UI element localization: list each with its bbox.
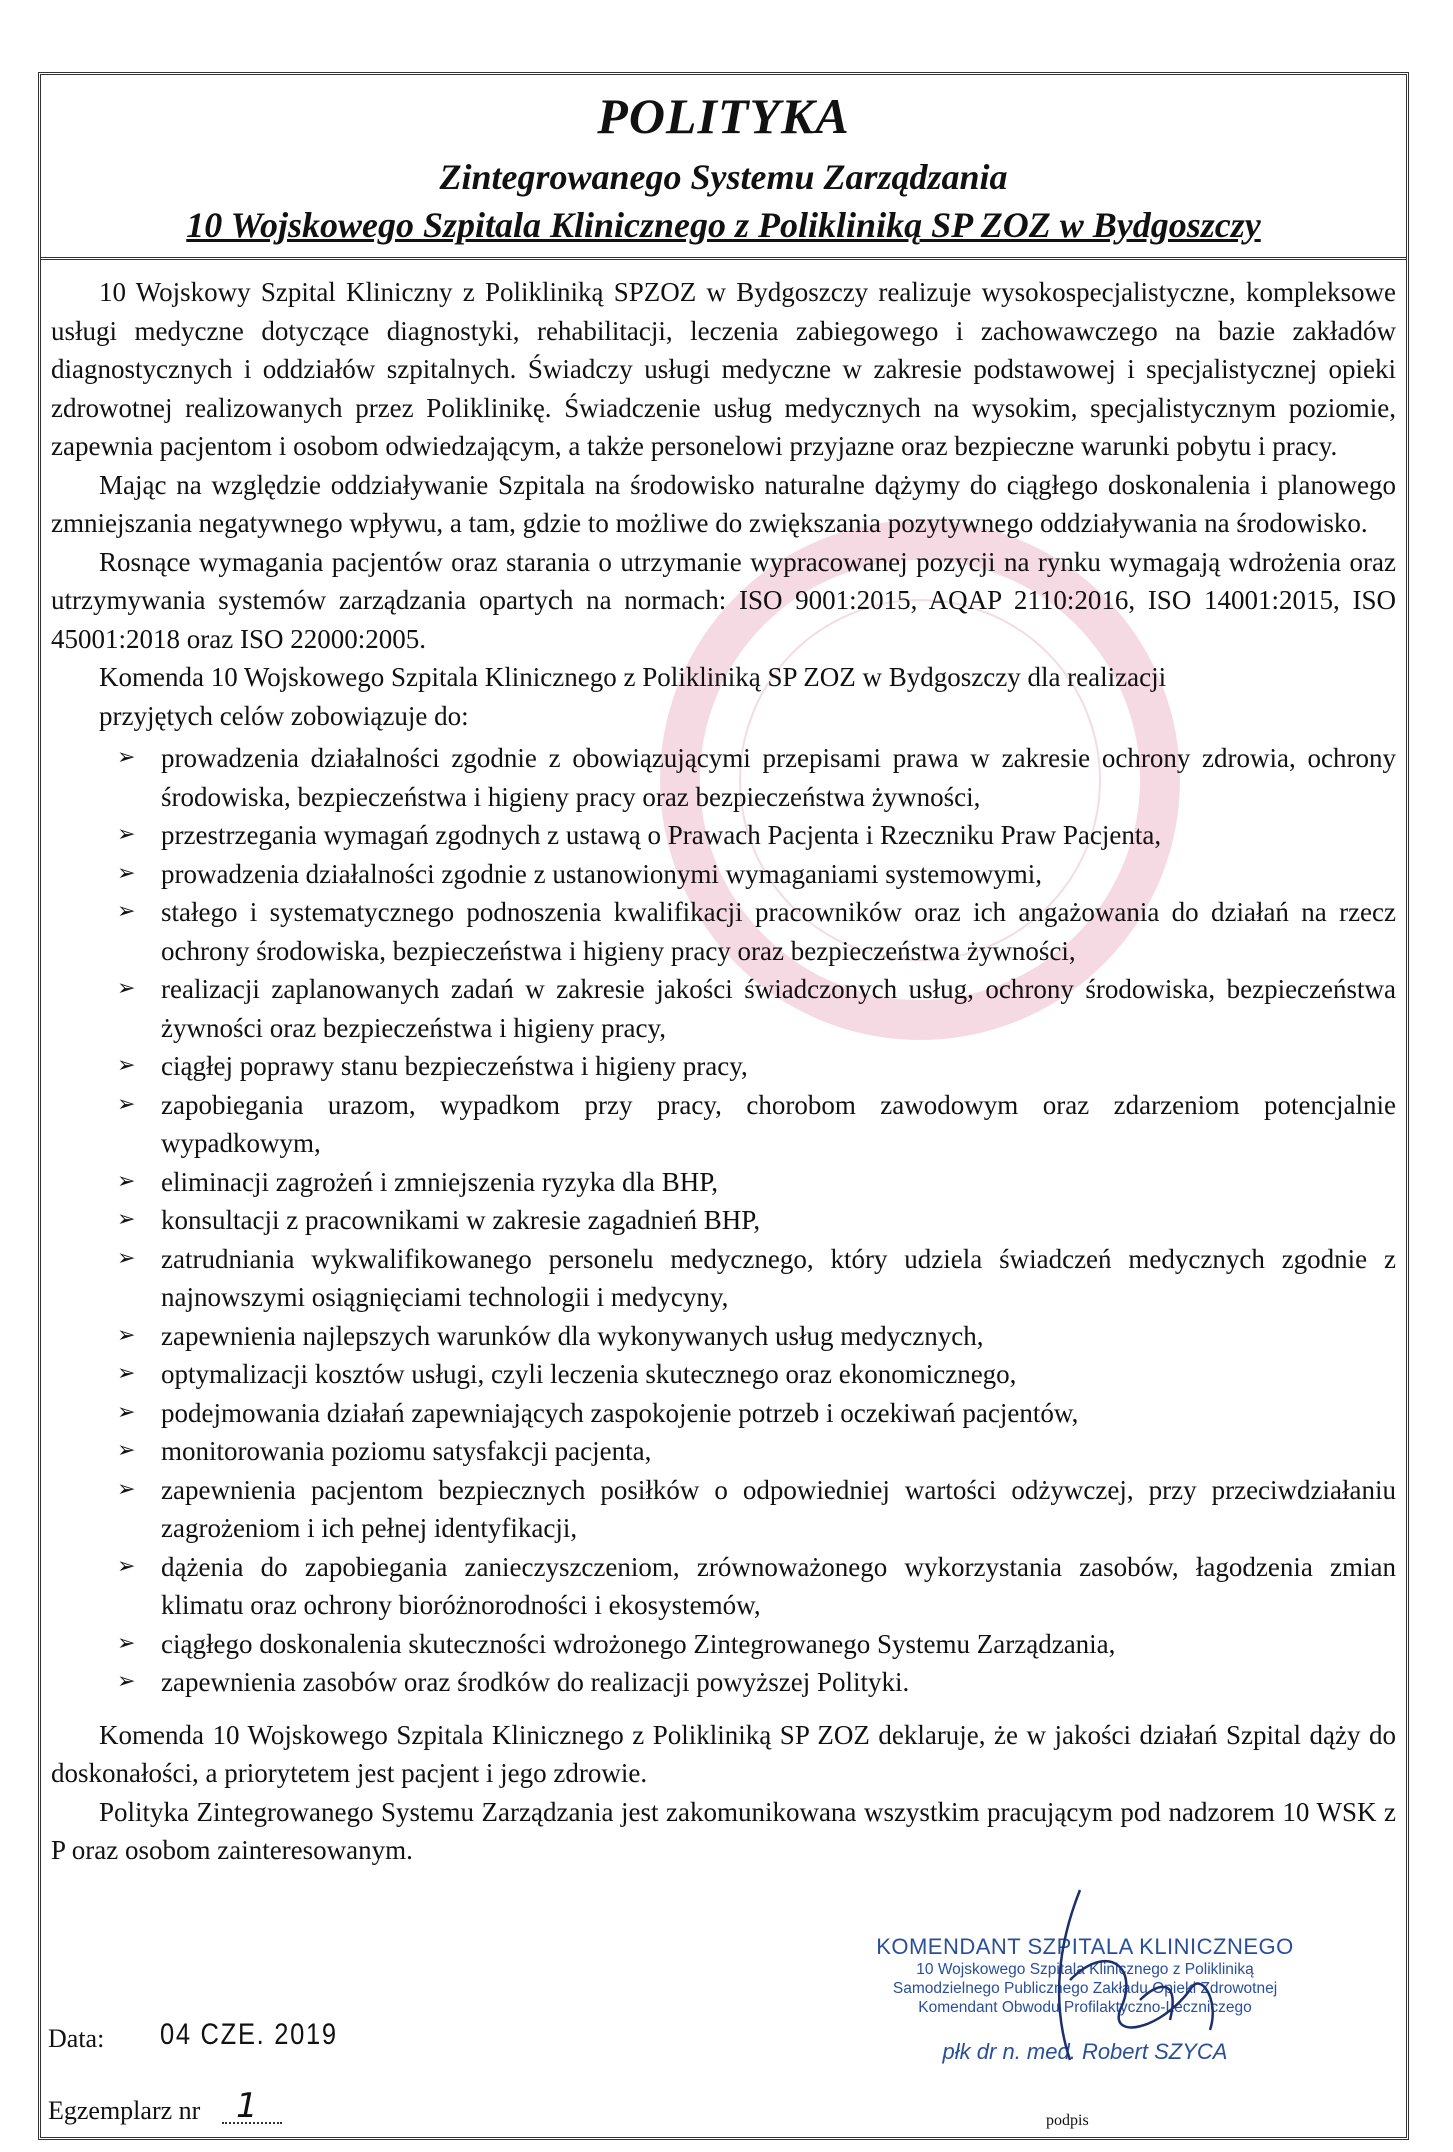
list-item: ➢ eliminacji zagrożeń i zmniejszenia ryzyka dla BHP, bbox=[123, 1163, 1396, 1202]
signature-caption: podpis bbox=[1046, 2112, 1089, 2129]
arrow-bullet-icon: ➢ bbox=[117, 1669, 136, 1694]
arrow-bullet-icon: ➢ bbox=[117, 1322, 136, 1348]
list-item: ➢ zapobiegania urazom, wypadkom przy pracy, chorobom zawodowym oraz zdarzeniom potencjalnie wypadkowym, bbox=[123, 1086, 1396, 1163]
list-item: ➢ zapewnienia zasobów oraz środków do realizacji powyższej Polityki. bbox=[123, 1663, 1396, 1702]
list-item: ➢ zatrudniania wykwalifikowanego personelu medycznego, który udziela świadczeń medycznych zgodnie z najnowszymi osiągnięciami technologii i medycyny, bbox=[123, 1240, 1396, 1317]
list-item: ➢ prowadzenia działalności zgodnie z obowiązującymi przepisami prawa w zakresie ochrony zdrowia, ochrony środowiska, bezpieczeństwa i higieny pracy oraz bezpieczeństwa żywności, bbox=[123, 739, 1396, 816]
list-item: ➢ ciągłej poprawy stanu bezpieczeństwa i higieny pracy, bbox=[123, 1047, 1396, 1086]
arrow-bullet-icon: ➢ bbox=[117, 1207, 136, 1232]
intro-paragraph-4: Komenda 10 Wojskowego Szpitala Klinicznego z Polikliniką SP ZOZ w Bydgoszczy dla realizacji bbox=[99, 662, 1167, 692]
list-item: ➢ zapewnienia najlepszych warunków dla wykonywanych usług medycznych, bbox=[123, 1317, 1396, 1356]
arrow-bullet-icon: ➢ bbox=[117, 1438, 136, 1463]
closing-paragraph-1: Komenda 10 Wojskowego Szpitala Klinicznego z Polikliniką SP ZOZ deklaruje, że w jakości działań Szpital dąży do doskonałości, a priorytetem jest pacjent i jego zdrowie. bbox=[51, 1719, 1396, 1788]
copy-number-value: 1 bbox=[236, 2086, 258, 2126]
page-subtitle: Zintegrowanego Systemu Zarządzania bbox=[439, 157, 1008, 197]
arrow-bullet-icon: ➢ bbox=[117, 860, 136, 886]
intro-paragraph-2: Mając na względzie oddziaływanie Szpitala na środowisko naturalne dążymy do ciągłego doskonalenia i planowego zmniejszania negatywnego wpływu, a tam, gdzie to możliwe do zwiększania pozytywnego oddziaływania na środowisko. bbox=[51, 469, 1396, 538]
arrow-bullet-icon: ➢ bbox=[117, 1476, 136, 1502]
list-item: ➢ optymalizacji kosztów usługi, czyli leczenia skutecznego oraz ekonomicznego, bbox=[123, 1355, 1396, 1394]
date-label: Data: bbox=[48, 2024, 105, 2053]
arrow-bullet-icon: ➢ bbox=[117, 1053, 136, 1078]
list-item: ➢ realizacji zaplanowanych zadań w zakresie jakości świadczonych usług, ochrony środowiska, bezpieczeństwa żywności oraz bezpieczeństwa i higieny pracy, bbox=[123, 970, 1396, 1047]
arrow-bullet-icon: ➢ bbox=[117, 976, 136, 1001]
stamp-line-4: Komendant Obwodu Profilaktyczno-Leczniczego bbox=[918, 1999, 1252, 2016]
arrow-bullet-icon: ➢ bbox=[117, 1399, 136, 1425]
page-title: POLITYKA bbox=[597, 88, 850, 144]
list-item: ➢ podejmowania działań zapewniających zaspokojenie potrzeb i oczekiwań pacjentów, bbox=[123, 1394, 1396, 1433]
list-item: ➢ ciągłego doskonalenia skuteczności wdrożonego Zintegrowanego Systemu Zarządzania, bbox=[123, 1625, 1396, 1664]
list-item: ➢ stałego i systematycznego podnoszenia kwalifikacji pracowników oraz ich angażowania do działań na rzecz ochrony środowiska, bezpieczeństwa i higieny pracy oraz bezpieczeństwa żywności, bbox=[123, 893, 1396, 970]
arrow-bullet-icon: ➢ bbox=[117, 899, 136, 924]
intro-paragraph-3: Rosnące wymagania pacjentów oraz starania o utrzymanie wypracowanej pozycji na rynku wymagają wdrożenia oraz utrzymywania systemów zarządzania opartych na normach: ISO 9001:2015, AQAP 2110:2016, ISO 14001:2015, ISO 45001:2018 oraz ISO 22000:2005. bbox=[51, 546, 1396, 654]
page-subtitle-institution: 10 Wojskowego Szpitala Klinicznego z Polikliniką SP ZOZ w Bydgoszczy bbox=[186, 205, 1261, 245]
document-body bbox=[51, 273, 1396, 1870]
intro-paragraph-4-cont: przyjętych celów zobowiązuje do: bbox=[99, 700, 469, 731]
stamp-line-1: KOMENDANT SZPITALA KLINICZNEGO bbox=[876, 1934, 1294, 1959]
date-stamp-value: 04 CZE. 2019 bbox=[160, 2018, 338, 2051]
arrow-bullet-icon: ➢ bbox=[117, 745, 136, 770]
intro-paragraph-1: 10 Wojskowy Szpital Kliniczny z Polikliniką SPZOZ w Bydgoszczy realizuje wysokospecjalistyczne, kompleksowe usługi medyczne dotyczące diagnostyki, rehabilitacji, leczenia zabiegowego i zachowawczego na bazie zakładów diagnostycznych i oddziałów szpitalnych. Świadczy usługi medyczne w zakresie podstawowej i specjalistycznej opieki zdrowotnej realizowanych przez Poliklinikę. Świadczenie usług medycznych na wysokim, specjalistycznym poziomie, zapewnia pacjentom i osobom odwiedzającym, a także personelowi przyjazne oraz bezpieczne warunki pobytu i pracy. bbox=[51, 277, 1396, 461]
closing-paragraph-2: Polityka Zintegrowanego Systemu Zarządzania jest zakomunikowana wszystkim pracującym pod nadzorem 10 WSK z P oraz osobom zainteresowanym. bbox=[51, 1796, 1396, 1865]
arrow-bullet-icon: ➢ bbox=[117, 1630, 136, 1656]
list-item: ➢ prowadzenia działalności zgodnie z ustanowionymi wymaganiami systemowymi, bbox=[123, 855, 1396, 894]
document-frame bbox=[38, 72, 1409, 2140]
document-header bbox=[41, 75, 1406, 260]
arrow-bullet-icon: ➢ bbox=[117, 1361, 136, 1386]
copy-number-label: Egzemplarz nr bbox=[48, 2096, 201, 2125]
handwritten-signature bbox=[1020, 1880, 1250, 2080]
stamp-line-3: Samodzielnego Publicznego Zakładu Opieki Zdrowotnej bbox=[892, 1980, 1278, 1997]
list-item: ➢ monitorowania poziomu satysfakcji pacjenta, bbox=[123, 1432, 1396, 1471]
arrow-bullet-icon: ➢ bbox=[117, 1168, 136, 1194]
stamp-line-5: płk dr n. med. Robert SZYCA bbox=[942, 2039, 1228, 2064]
arrow-bullet-icon: ➢ bbox=[117, 1553, 136, 1579]
arrow-bullet-icon: ➢ bbox=[117, 822, 136, 847]
list-item: ➢ dążenia do zapobiegania zanieczyszczeniom, zrównoważonego wykorzystania zasobów, łagodzenia zmian klimatu oraz ochrony bioróżnorodności i ekosystemów, bbox=[123, 1548, 1396, 1625]
arrow-bullet-icon: ➢ bbox=[117, 1245, 136, 1271]
list-item: ➢ przestrzegania wymagań zgodnych z ustawą o Prawach Pacjenta i Rzeczniku Praw Pacjenta, bbox=[123, 816, 1396, 855]
list-item: ➢ konsultacji z pracownikami w zakresie zagadnień BHP, bbox=[123, 1201, 1396, 1240]
commitments-list bbox=[51, 739, 1396, 1702]
arrow-bullet-icon: ➢ bbox=[117, 1091, 136, 1117]
stamp-line-2: 10 Wojskowego Szpitala Klinicznego z Polikliniką bbox=[916, 1961, 1254, 1978]
list-item: ➢ zapewnienia pacjentom bezpiecznych posiłków o odpowiedniej wartości odżywczej, przy przeciwdziałaniu zagrożeniom i ich pełnej identyfikacji, bbox=[123, 1471, 1396, 1548]
